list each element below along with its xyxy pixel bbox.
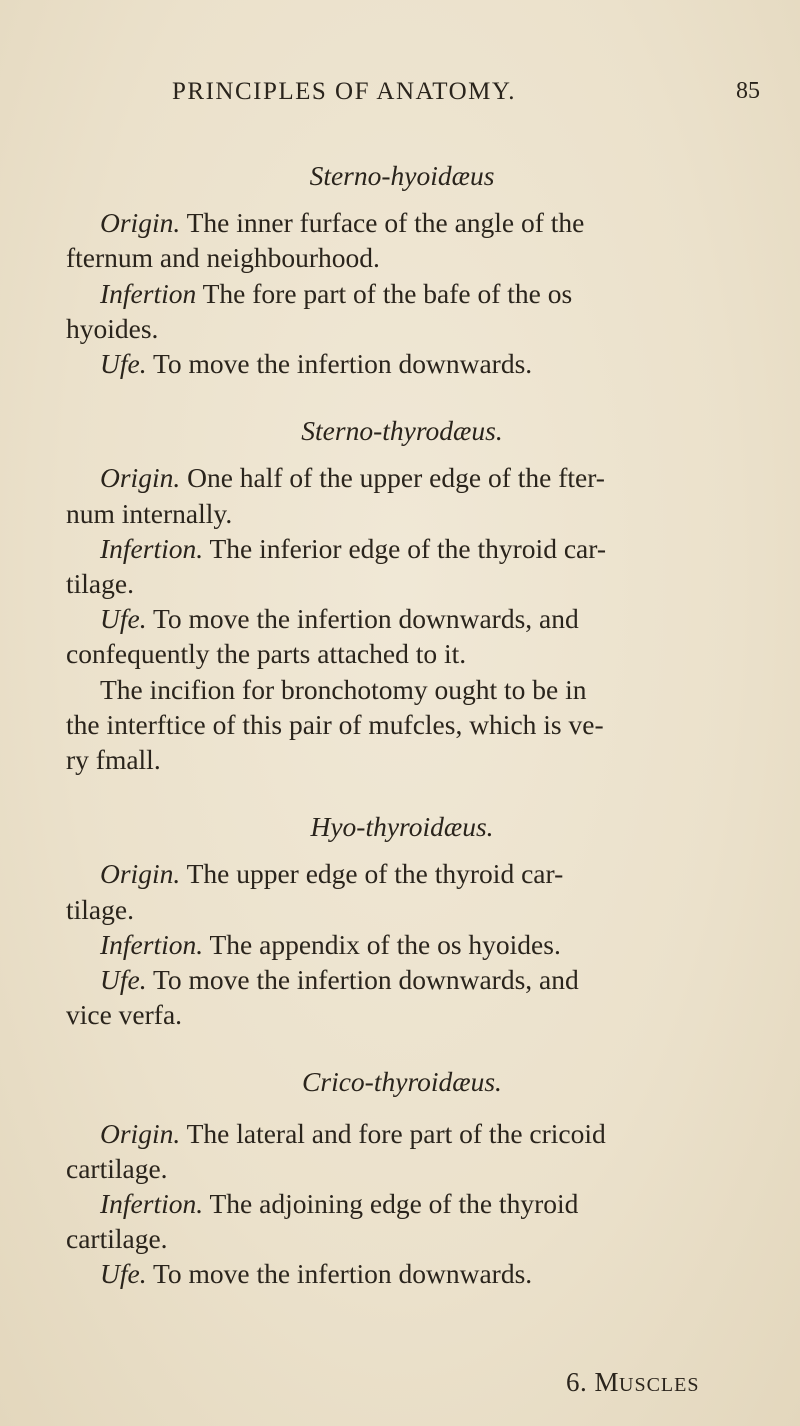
text-line (66, 636, 738, 671)
text-line (66, 927, 738, 962)
text-line (66, 460, 738, 495)
entry-label: Infertion. (100, 532, 204, 564)
entry-label: Ufe. (100, 603, 147, 635)
entry-text: the interftice of this pair of mufcles, which is ve- (66, 708, 604, 740)
text-line (66, 496, 738, 531)
entry-text: The inner furface of the angle of the (180, 207, 585, 239)
catchword-number: 6. (566, 1367, 588, 1397)
text-line (66, 742, 738, 777)
text-line (66, 707, 738, 742)
entry-text: The inferior edge of the thyroid car- (203, 532, 606, 564)
section-crico-thyroidaeus (66, 1064, 738, 1291)
section-hyo-thyroidaeus (66, 809, 738, 1032)
entry-text: ry fmall. (66, 744, 161, 776)
entry-label: Ufe. (100, 964, 147, 996)
entry-label: Origin. (100, 858, 181, 890)
section-heading: Sterno-thyrodæus. (301, 415, 503, 447)
section-heading: Sterno-hyoidæus (309, 160, 495, 191)
text-line (66, 566, 738, 601)
entry-text: cartilage. (66, 1152, 168, 1184)
entry-text: To move the infertion downwards. (146, 348, 533, 380)
entry-text: hyoides. (66, 312, 159, 344)
text-line (66, 856, 738, 891)
text-line (66, 1186, 738, 1221)
entry-label: Ufe. (100, 1258, 147, 1290)
entry-text: tilage. (66, 893, 134, 925)
catchword-initial: M (594, 1367, 620, 1397)
entry-text: To move the infertion downwards. (146, 1258, 533, 1290)
running-head: PRINCIPLES OF ANATOMY. (172, 78, 516, 105)
entry-text: The fore part of the bafe of the os (196, 277, 573, 309)
text-line (66, 1221, 738, 1256)
page-number: 85 (736, 78, 760, 104)
entry-text: num internally. (66, 497, 233, 529)
entry-text: The adjoining edge of the thyroid (203, 1188, 579, 1220)
text-line (66, 1256, 738, 1291)
entry-label: Origin. (100, 462, 181, 494)
entry-text: To move the infertion downwards, and (146, 964, 579, 996)
section-sterno-thyrodaeus (66, 413, 738, 777)
text-line (66, 672, 738, 707)
section-sterno-hyoidaeus (66, 158, 738, 381)
entry-text: tilage. (66, 568, 134, 600)
entry-text: The lateral and fore part of the cricoid (180, 1117, 606, 1149)
entry-label: Infertion. (100, 928, 204, 960)
entry-label: Origin. (100, 1117, 181, 1149)
text-line (66, 601, 738, 636)
body-text (66, 158, 738, 1292)
entry-text: The incifion for bronchotomy ought to be in (100, 673, 587, 705)
text-line (66, 1151, 738, 1186)
text-line (66, 1116, 738, 1151)
text-line (66, 531, 738, 566)
text-line (66, 997, 738, 1032)
text-line (66, 276, 738, 311)
entry-text: vice verfa. (66, 999, 183, 1031)
text-line (66, 892, 738, 927)
text-line (66, 205, 738, 240)
entry-label: Infertion. (100, 1188, 204, 1220)
entry-text: One half of the upper edge of the fter- (180, 462, 605, 494)
catchword-rest: USCLES (619, 1374, 700, 1396)
entry-text: The appendix of the os hyoides. (203, 928, 561, 960)
section-heading: Hyo-thyroidæus. (310, 811, 494, 843)
entry-label: Origin. (100, 207, 181, 239)
text-line (66, 346, 738, 381)
entry-text: To move the infertion downwards, and (146, 603, 579, 635)
entry-text: fternum and neighbourhood. (66, 242, 380, 274)
entry-label: Ufe. (100, 348, 147, 380)
text-line (66, 240, 738, 275)
entry-text: cartilage. (66, 1223, 168, 1255)
entry-text: The upper edge of the thyroid car- (180, 858, 564, 890)
text-line (66, 311, 738, 346)
text-line (66, 962, 738, 997)
catchword (566, 1367, 699, 1398)
entry-label: Infertion (100, 277, 197, 309)
entry-text: confequently the parts attached to it. (66, 638, 467, 670)
section-heading: Crico-thyroidæus. (302, 1066, 502, 1098)
